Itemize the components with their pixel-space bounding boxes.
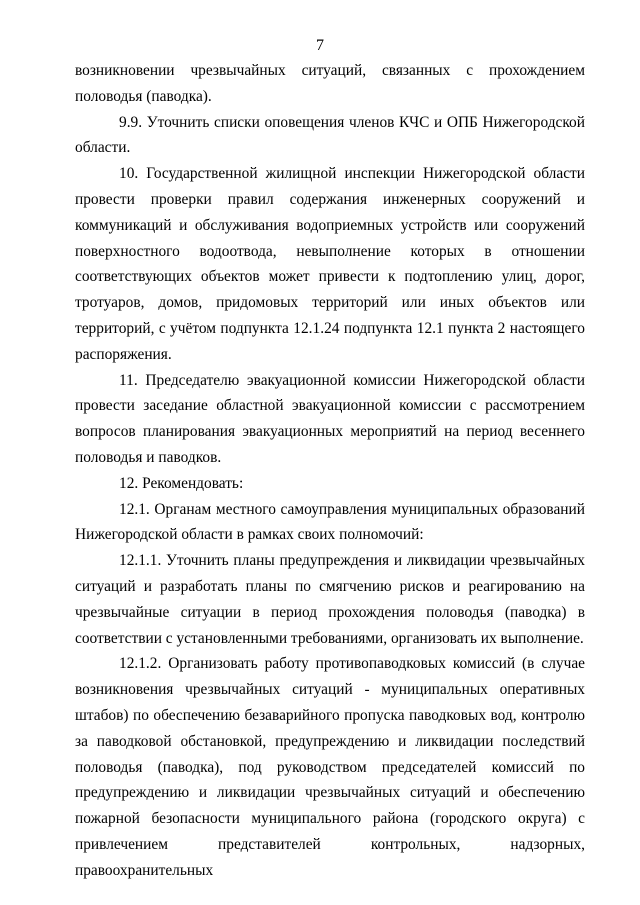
paragraph-12-1-1: 12.1.1. Уточнить планы предупреждения и ликвидации чрезвычайных ситуаций и разработать планы по смягчению рисков и реагированию на чрезвычайные ситуации в период прохождения половодья (паводка) в соответствии с установленными требованиями, организовать их выполнение. [75,552,585,647]
paragraph-continuation: возникновении чрезвычайных ситуаций, связанных с прохождением половодья (паводка). [75,62,585,105]
page-number: 7 [316,37,324,54]
document-body [75,58,585,884]
paragraph-10: 10. Государственной жилищной инспекции Нижегородской области провести проверки правил содержания инженерных сооружений и коммуникаций и обслуживания водоприемных устройств или сооружений поверхностного водоотвода, невыполнение которых в отношении соответствующих объектов может привести к подтоплению улиц, дорог, тротуаров, домов, придомовых территорий или иных объектов или территорий, с учётом подпункта 12.1.24 подпункта 12.1 пункта 2 настоящего распоряжения. [75,165,585,363]
paragraph-12-1-2: 12.1.2. Организовать работу противопаводковых комиссий (в случае возникновения чрезвычайных ситуаций - муниципальных оперативных штабов) по обеспечению безаварийного пропуска паводковых вод, контролю за паводковой обстановкой, предупреждению и ликвидации последствий половодья (паводка), под руководством председателей комиссий по предупреждению и ликвидации чрезвычайных ситуаций и обеспечению пожарной безопасности муниципального района (городского округа) с привлечением представителей контрольных, надзорных, правоохранительных [75,655,585,879]
paragraph-12: 12. Рекомендовать: [119,474,244,492]
paragraph-12-1: 12.1. Органам местного самоуправления муниципальных образований Нижегородской области в рамках своих полномочий: [75,500,585,544]
paragraph-9-9: 9.9. Уточнить списки оповещения членов КЧС и ОПБ Нижегородской области. [75,113,585,157]
paragraph-11: 11. Председателю эвакуационной комиссии Нижегородской области провести заседание областной эвакуационной комиссии с рассмотрением вопросов планирования эвакуационных мероприятий на период весеннего половодья и паводков. [75,371,585,466]
